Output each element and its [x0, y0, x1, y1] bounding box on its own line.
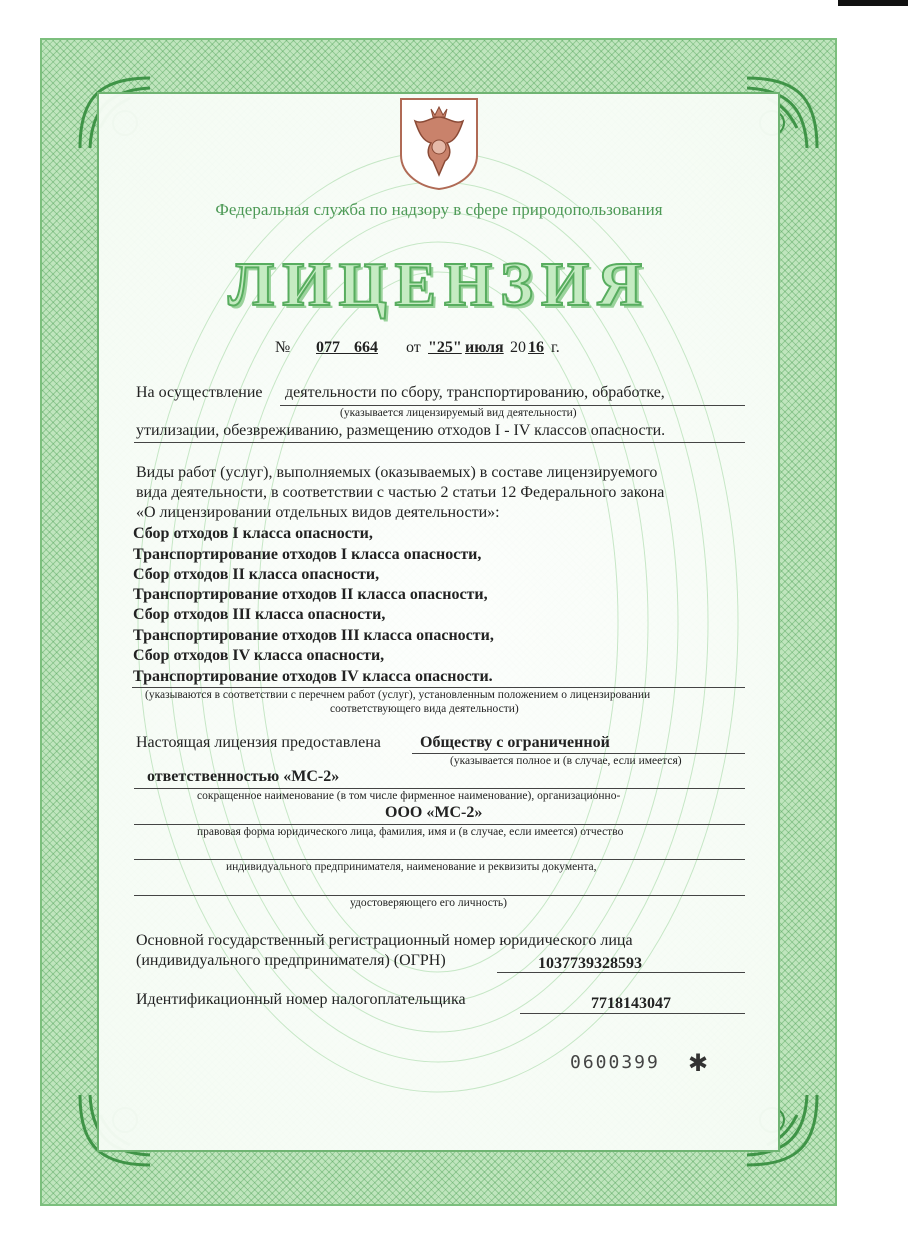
holder-hint-5: удостоверяющего его личность) — [350, 897, 507, 909]
activity-line-2: утилизации, обезвреживанию, размещению отходов I - IV классов опасности. — [136, 422, 666, 439]
underline — [134, 824, 745, 825]
number-sign: № — [275, 339, 291, 356]
license-number: 077 664 — [316, 339, 378, 356]
activity-label: На осуществление — [136, 384, 263, 401]
date-month: июля — [465, 339, 504, 356]
work-item: Сбор отходов II класса опасности, — [133, 566, 380, 583]
underline — [132, 687, 745, 688]
page-title: ЛИЦЕНЗИЯ — [228, 251, 650, 319]
work-item: Сбор отходов III класса опасности, — [133, 606, 386, 623]
works-intro-3: «О лицензировании отдельных видов деятельности»: — [136, 504, 500, 521]
work-item: Транспортирование отходов IV класса опасности. — [133, 668, 493, 685]
work-item: Транспортирование отходов III класса опасности, — [133, 627, 494, 644]
scan-edge-mark — [838, 0, 908, 6]
work-item: Транспортирование отходов II класса опасности, — [133, 586, 488, 603]
underline — [134, 895, 745, 896]
holder-name-part-2: ответственностью «МС-2» — [147, 768, 340, 785]
holder-label: Настоящая лицензия предоставлена — [136, 734, 381, 751]
ogrn-value: 1037739328593 — [538, 955, 642, 972]
holder-name-part-1: Обществу с ограниченной — [420, 734, 610, 751]
asterisk-mark-icon: ✱ — [688, 1051, 709, 1077]
works-hint-2: соответствующего вида деятельности) — [330, 703, 519, 715]
underline — [134, 859, 745, 860]
underline — [134, 788, 745, 789]
holder-short-name: ООО «МС-2» — [385, 804, 483, 821]
works-hint-1: (указываются в соответствии с перечнем работ (услуг), установленным положением о лицензировании — [145, 689, 651, 701]
holder-hint-2: сокращенное наименование (в том числе фирменное наименование), организационно- — [197, 790, 621, 802]
date-day: "25" — [428, 339, 462, 356]
date-year-suffix: 16 — [528, 339, 544, 356]
date-from-label: от — [406, 339, 421, 356]
work-item: Сбор отходов I класса опасности, — [133, 525, 373, 542]
date-year-end: г. — [551, 339, 560, 356]
ogrn-label-1: Основной государственный регистрационный номер юридического лица — [136, 932, 633, 949]
works-intro-2: вида деятельности, в соответствии с частью 2 статьи 12 Федерального закона — [136, 484, 665, 501]
ogrn-label-2: (индивидуального предпринимателя) (ОГРН) — [136, 952, 446, 969]
underline — [520, 1013, 745, 1014]
work-item: Транспортирование отходов I класса опасности, — [133, 546, 482, 563]
underline — [412, 753, 745, 754]
inn-value: 7718143047 — [591, 995, 671, 1012]
date-year-prefix: 20 — [510, 339, 526, 356]
underline — [497, 972, 745, 973]
holder-hint-1: (указывается полное и (в случае, если имеется) — [450, 755, 682, 767]
serial-number: 0600399 — [570, 1052, 660, 1073]
activity-line-1: деятельности по сбору, транспортированию, обработке, — [285, 384, 665, 401]
works-intro-1: Виды работ (услуг), выполняемых (оказываемых) в составе лицензируемого — [136, 464, 658, 481]
inn-label: Идентификационный номер налогоплательщика — [136, 991, 466, 1008]
underline — [134, 442, 745, 443]
agency-name: Федеральная служба по надзору в сфере природопользования — [215, 200, 663, 219]
russian-coat-of-arms-icon — [397, 95, 481, 191]
holder-hint-3: правовая форма юридического лица, фамилия, имя и (в случае, если имеется) отчество — [197, 826, 624, 838]
work-item: Сбор отходов IV класса опасности, — [133, 647, 385, 664]
underline — [280, 405, 745, 406]
activity-hint: (указывается лицензируемый вид деятельности) — [340, 407, 577, 419]
holder-hint-4: индивидуального предпринимателя, наименование и реквизиты документа, — [226, 861, 597, 873]
